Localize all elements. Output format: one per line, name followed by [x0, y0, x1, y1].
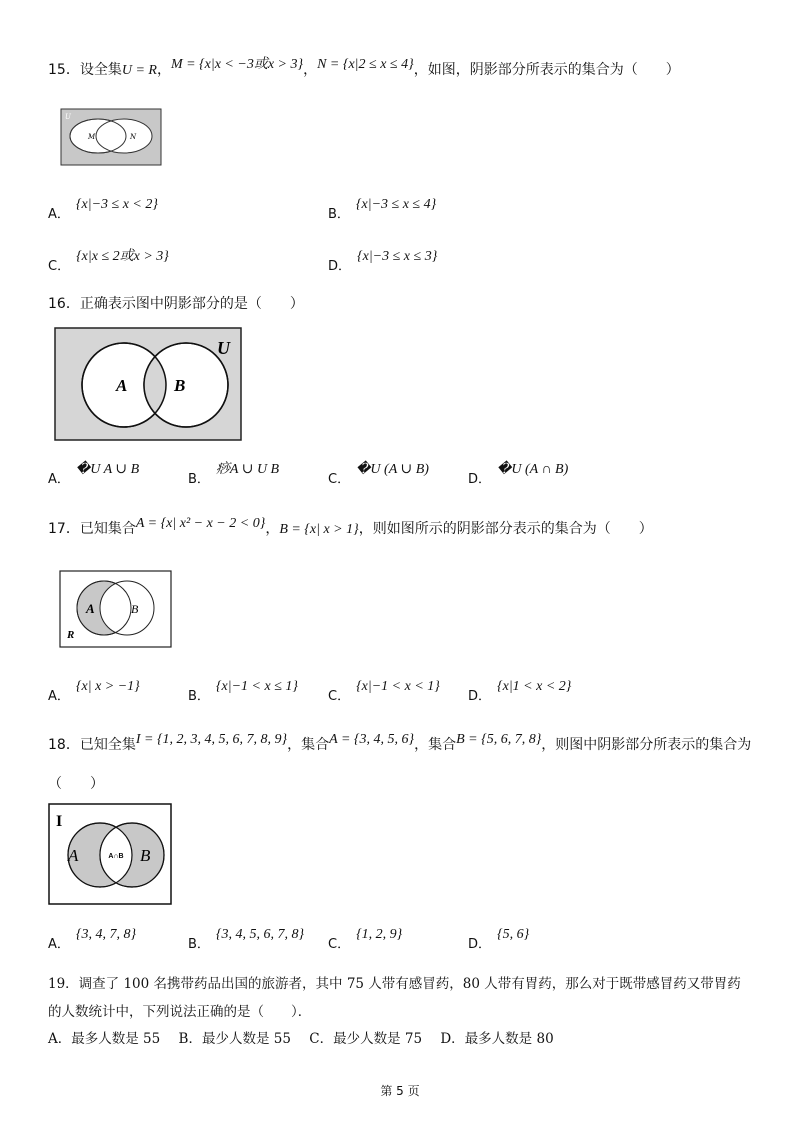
- q15-option-b[interactable]: [328, 197, 437, 222]
- option-value: {x|−3 ≤ x ≤ 3}: [357, 249, 438, 264]
- q16-option-b[interactable]: [188, 462, 280, 487]
- label-a: A: [86, 601, 95, 616]
- question-text: 正确表示图中阴影部分的是（ ）: [79, 296, 304, 312]
- q19-option-d[interactable]: [440, 1031, 553, 1047]
- label-a: A: [116, 376, 128, 395]
- option-value: {5, 6}: [497, 927, 530, 942]
- option-label: B．: [188, 689, 210, 704]
- math-expression: A = {x| x² − x − 2 < 0}: [135, 516, 266, 531]
- q19-option-a[interactable]: [48, 1031, 160, 1047]
- option-value: {x|1 < x < 2}: [497, 679, 572, 694]
- punctuation: ，: [265, 521, 280, 537]
- option-label: A．: [48, 472, 70, 487]
- question-number: 15．: [48, 62, 80, 78]
- math-expression: U = R: [121, 63, 157, 78]
- option-value: 最少人数是 55: [201, 1031, 291, 1047]
- question-19-line-1: 19．调查了 100 名携带药品出国的旅游者，其中 75 人带有感冒药，80 人带有胃药，那么对于既带感冒药又带胃药: [48, 976, 741, 992]
- math-expression: N = {x|2 ≤ x ≤ 4}: [317, 57, 414, 72]
- option-label: B．: [188, 472, 210, 487]
- label-a: A: [68, 846, 79, 865]
- q15-option-c[interactable]: [48, 249, 169, 274]
- question-number: 16．: [48, 296, 80, 312]
- venn-diagram-15: [60, 108, 162, 166]
- option-value: {x| x > −1}: [75, 679, 140, 694]
- answer-blank: （ ）: [48, 776, 104, 792]
- label-m: M: [88, 133, 96, 141]
- question-15: [48, 57, 680, 81]
- label-r: R: [67, 629, 75, 641]
- math-expression: A = {3, 4, 5, 6}: [329, 732, 415, 747]
- option-label: D．: [468, 472, 492, 487]
- question-text: 已知集合: [79, 521, 136, 537]
- option-value: {x|−3 ≤ x < 2}: [75, 197, 158, 212]
- option-value: �U (A ∪ B): [356, 462, 429, 477]
- question-text: ，如图，阴影部分所表示的集合为（ ）: [413, 62, 680, 78]
- question-text: ，集合: [414, 737, 457, 753]
- q19-option-b[interactable]: [179, 1031, 291, 1047]
- option-label: C．: [328, 472, 351, 487]
- question-16: [48, 294, 304, 314]
- question-text: 设全集: [79, 62, 122, 78]
- math-expression: M = {x|x < −3或x > 3}: [170, 57, 304, 72]
- option-value: �U A ∪ B: [75, 462, 140, 477]
- question-number: 18．: [48, 737, 80, 753]
- option-label: A．: [48, 937, 70, 952]
- label-b: B: [140, 846, 151, 865]
- option-label: A．: [48, 689, 70, 704]
- math-expression: B = {x| x > 1}: [279, 522, 359, 537]
- option-value: {x|−1 < x < 1}: [356, 679, 440, 694]
- option-value: 最少人数是 75: [333, 1031, 423, 1047]
- label-b: B: [174, 376, 186, 395]
- option-value: {x|−1 < x ≤ 1}: [215, 679, 298, 694]
- option-label: C．: [48, 259, 71, 274]
- option-label: B．: [188, 937, 210, 952]
- q17-option-d[interactable]: [468, 679, 572, 704]
- option-label: A．: [48, 207, 70, 222]
- venn-diagram-18: [48, 803, 172, 905]
- label-a-intersect-b: A∩B: [108, 853, 124, 860]
- option-value: {x|x ≤ 2或x > 3}: [76, 249, 169, 264]
- math-expression: I = {1, 2, 3, 4, 5, 6, 7, 8, 9}: [135, 732, 288, 747]
- option-value: {x|−3 ≤ x ≤ 4}: [355, 197, 437, 212]
- option-value: �U (A ∩ B): [497, 462, 569, 477]
- option-label: C．: [328, 937, 351, 952]
- question-number: 17．: [48, 521, 80, 537]
- page-footer: 第 5 页: [380, 1084, 420, 1098]
- question-19-line-2: 的人数统计中，下列说法正确的是（ ）．: [48, 1004, 312, 1020]
- punctuation: ，: [303, 62, 318, 78]
- circle-n: [96, 119, 152, 153]
- question-17: [48, 516, 653, 540]
- q17-option-b[interactable]: [188, 679, 298, 704]
- q16-option-d[interactable]: [468, 462, 569, 487]
- option-value: {3, 4, 5, 6, 7, 8}: [215, 927, 305, 942]
- q18-option-c[interactable]: [328, 927, 403, 952]
- option-label: C．: [309, 1031, 334, 1047]
- circle-b: [100, 581, 154, 635]
- option-value: {3, 4, 7, 8}: [75, 927, 137, 942]
- label-u: U: [217, 338, 230, 358]
- option-value: 痧A ∪ U B: [215, 462, 280, 477]
- option-label: B．: [328, 207, 350, 222]
- q18-option-b[interactable]: [188, 927, 305, 952]
- label-i: I: [56, 813, 63, 830]
- label-b: B: [131, 602, 139, 616]
- q18-option-d[interactable]: [468, 927, 530, 952]
- question-18: [48, 732, 752, 756]
- option-label: D．: [468, 689, 492, 704]
- option-label: A．: [48, 1031, 72, 1047]
- option-value: 最多人数是 80: [464, 1031, 554, 1047]
- question-text: 已知全集: [79, 737, 136, 753]
- question-18-paren: [48, 774, 104, 794]
- venn-diagram-16: [54, 327, 242, 441]
- option-label: C．: [328, 689, 351, 704]
- option-value: {1, 2, 9}: [356, 927, 403, 942]
- label-n: N: [130, 133, 137, 141]
- option-label: D．: [328, 259, 352, 274]
- q16-option-a[interactable]: [48, 462, 140, 487]
- q19-options: [48, 1029, 568, 1049]
- label-u: U: [65, 113, 71, 121]
- question-text: ，则如图所示的阴影部分表示的集合为（ ）: [358, 521, 653, 537]
- q16-option-c[interactable]: [328, 462, 429, 487]
- q19-option-c[interactable]: [309, 1031, 422, 1047]
- q15-option-a[interactable]: [48, 197, 158, 222]
- option-label: D．: [468, 937, 492, 952]
- q17-option-a[interactable]: [48, 679, 140, 704]
- math-expression: B = {5, 6, 7, 8}: [456, 732, 542, 747]
- option-label: D．: [440, 1031, 465, 1047]
- question-text: ，则图中阴影部分所表示的集合为: [541, 737, 752, 753]
- punctuation: ，: [156, 62, 171, 78]
- question-text: ，集合: [287, 737, 330, 753]
- venn-diagram-17: [59, 570, 172, 648]
- q18-option-a[interactable]: [48, 927, 137, 952]
- q15-option-d[interactable]: [328, 249, 438, 274]
- option-label: B．: [178, 1031, 202, 1047]
- option-value: 最多人数是 55: [71, 1031, 161, 1047]
- q17-option-c[interactable]: [328, 679, 440, 704]
